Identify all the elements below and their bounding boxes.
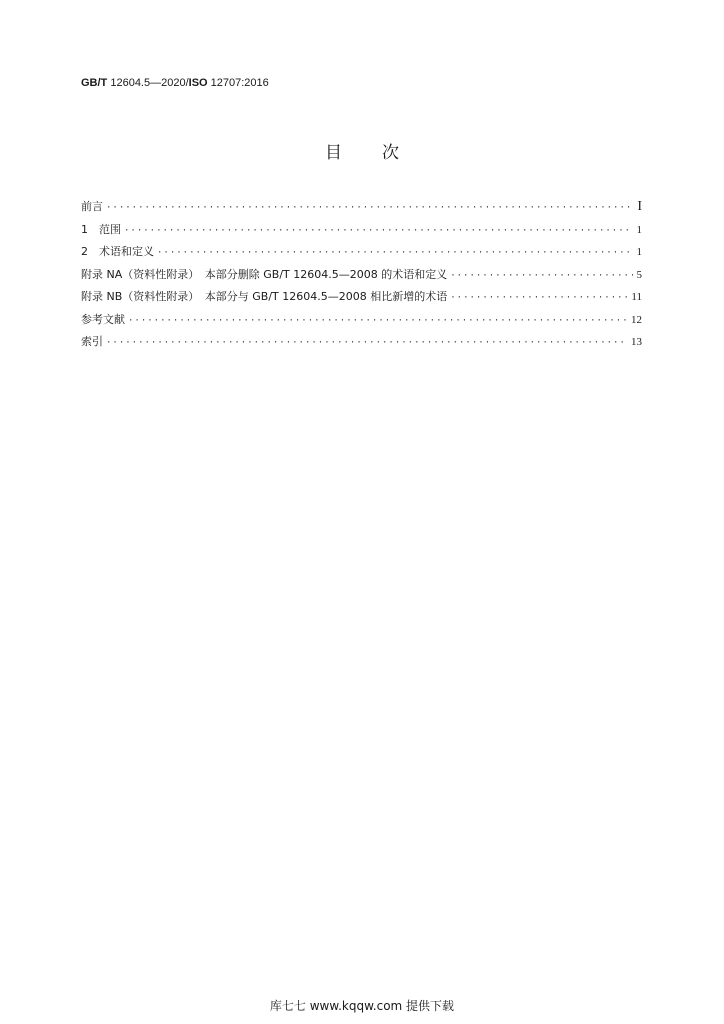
- toc-entry-page: I: [637, 199, 642, 214]
- toc-entry-page: 5: [636, 268, 642, 281]
- toc-entry-annex-nb[interactable]: [81, 288, 642, 311]
- toc-leader-dots: [106, 338, 627, 348]
- standard-code: GB/T: [81, 77, 108, 89]
- toc-entry-page: 11: [631, 291, 642, 303]
- toc-leader-dots: [450, 293, 627, 303]
- toc-entry-annex-na[interactable]: [81, 266, 642, 289]
- table-of-contents: [81, 198, 642, 356]
- toc-leader-dots: [450, 271, 632, 281]
- toc-leader-dots: [128, 316, 627, 326]
- iso-number: 12707:2016: [210, 77, 269, 89]
- toc-leader-dots: [106, 203, 633, 213]
- toc-entry-scope[interactable]: [81, 221, 642, 244]
- toc-entry-label: 前言: [81, 200, 103, 213]
- toc-entry-terms[interactable]: [81, 243, 642, 266]
- toc-entry-label: 附录 NA（资料性附录） 本部分删除 GB/T 12604.5—2008 的术语和定义: [81, 267, 448, 281]
- toc-entry-page: 13: [631, 336, 642, 348]
- part-number: 12604.5—2020/: [110, 77, 189, 89]
- toc-entry-bibliography[interactable]: [81, 311, 642, 334]
- toc-entry-index[interactable]: [81, 333, 642, 356]
- toc-entry-label: 2 术语和定义: [81, 245, 154, 258]
- document-header: [81, 77, 269, 89]
- toc-leader-dots: [157, 248, 633, 258]
- iso-code: ISO: [188, 77, 208, 89]
- download-footer: 库七七 www.kqqw.com 提供下载: [269, 999, 455, 1013]
- toc-entry-label: 1 范围: [81, 222, 121, 236]
- toc-leader-dots: [124, 226, 633, 236]
- toc-entry-label: 附录 NB（资料性附录） 本部分与 GB/T 12604.5—2008 相比新增的术语: [81, 290, 448, 303]
- toc-entry-page: 12: [631, 313, 642, 326]
- toc-entry-page: 1: [636, 223, 642, 236]
- toc-entry-foreword[interactable]: [81, 198, 642, 221]
- toc-entry-page: 1: [636, 246, 642, 258]
- toc-entry-label: 参考文献: [81, 312, 125, 326]
- page-title: 目次: [325, 143, 439, 163]
- toc-entry-label: 索引: [81, 335, 103, 348]
